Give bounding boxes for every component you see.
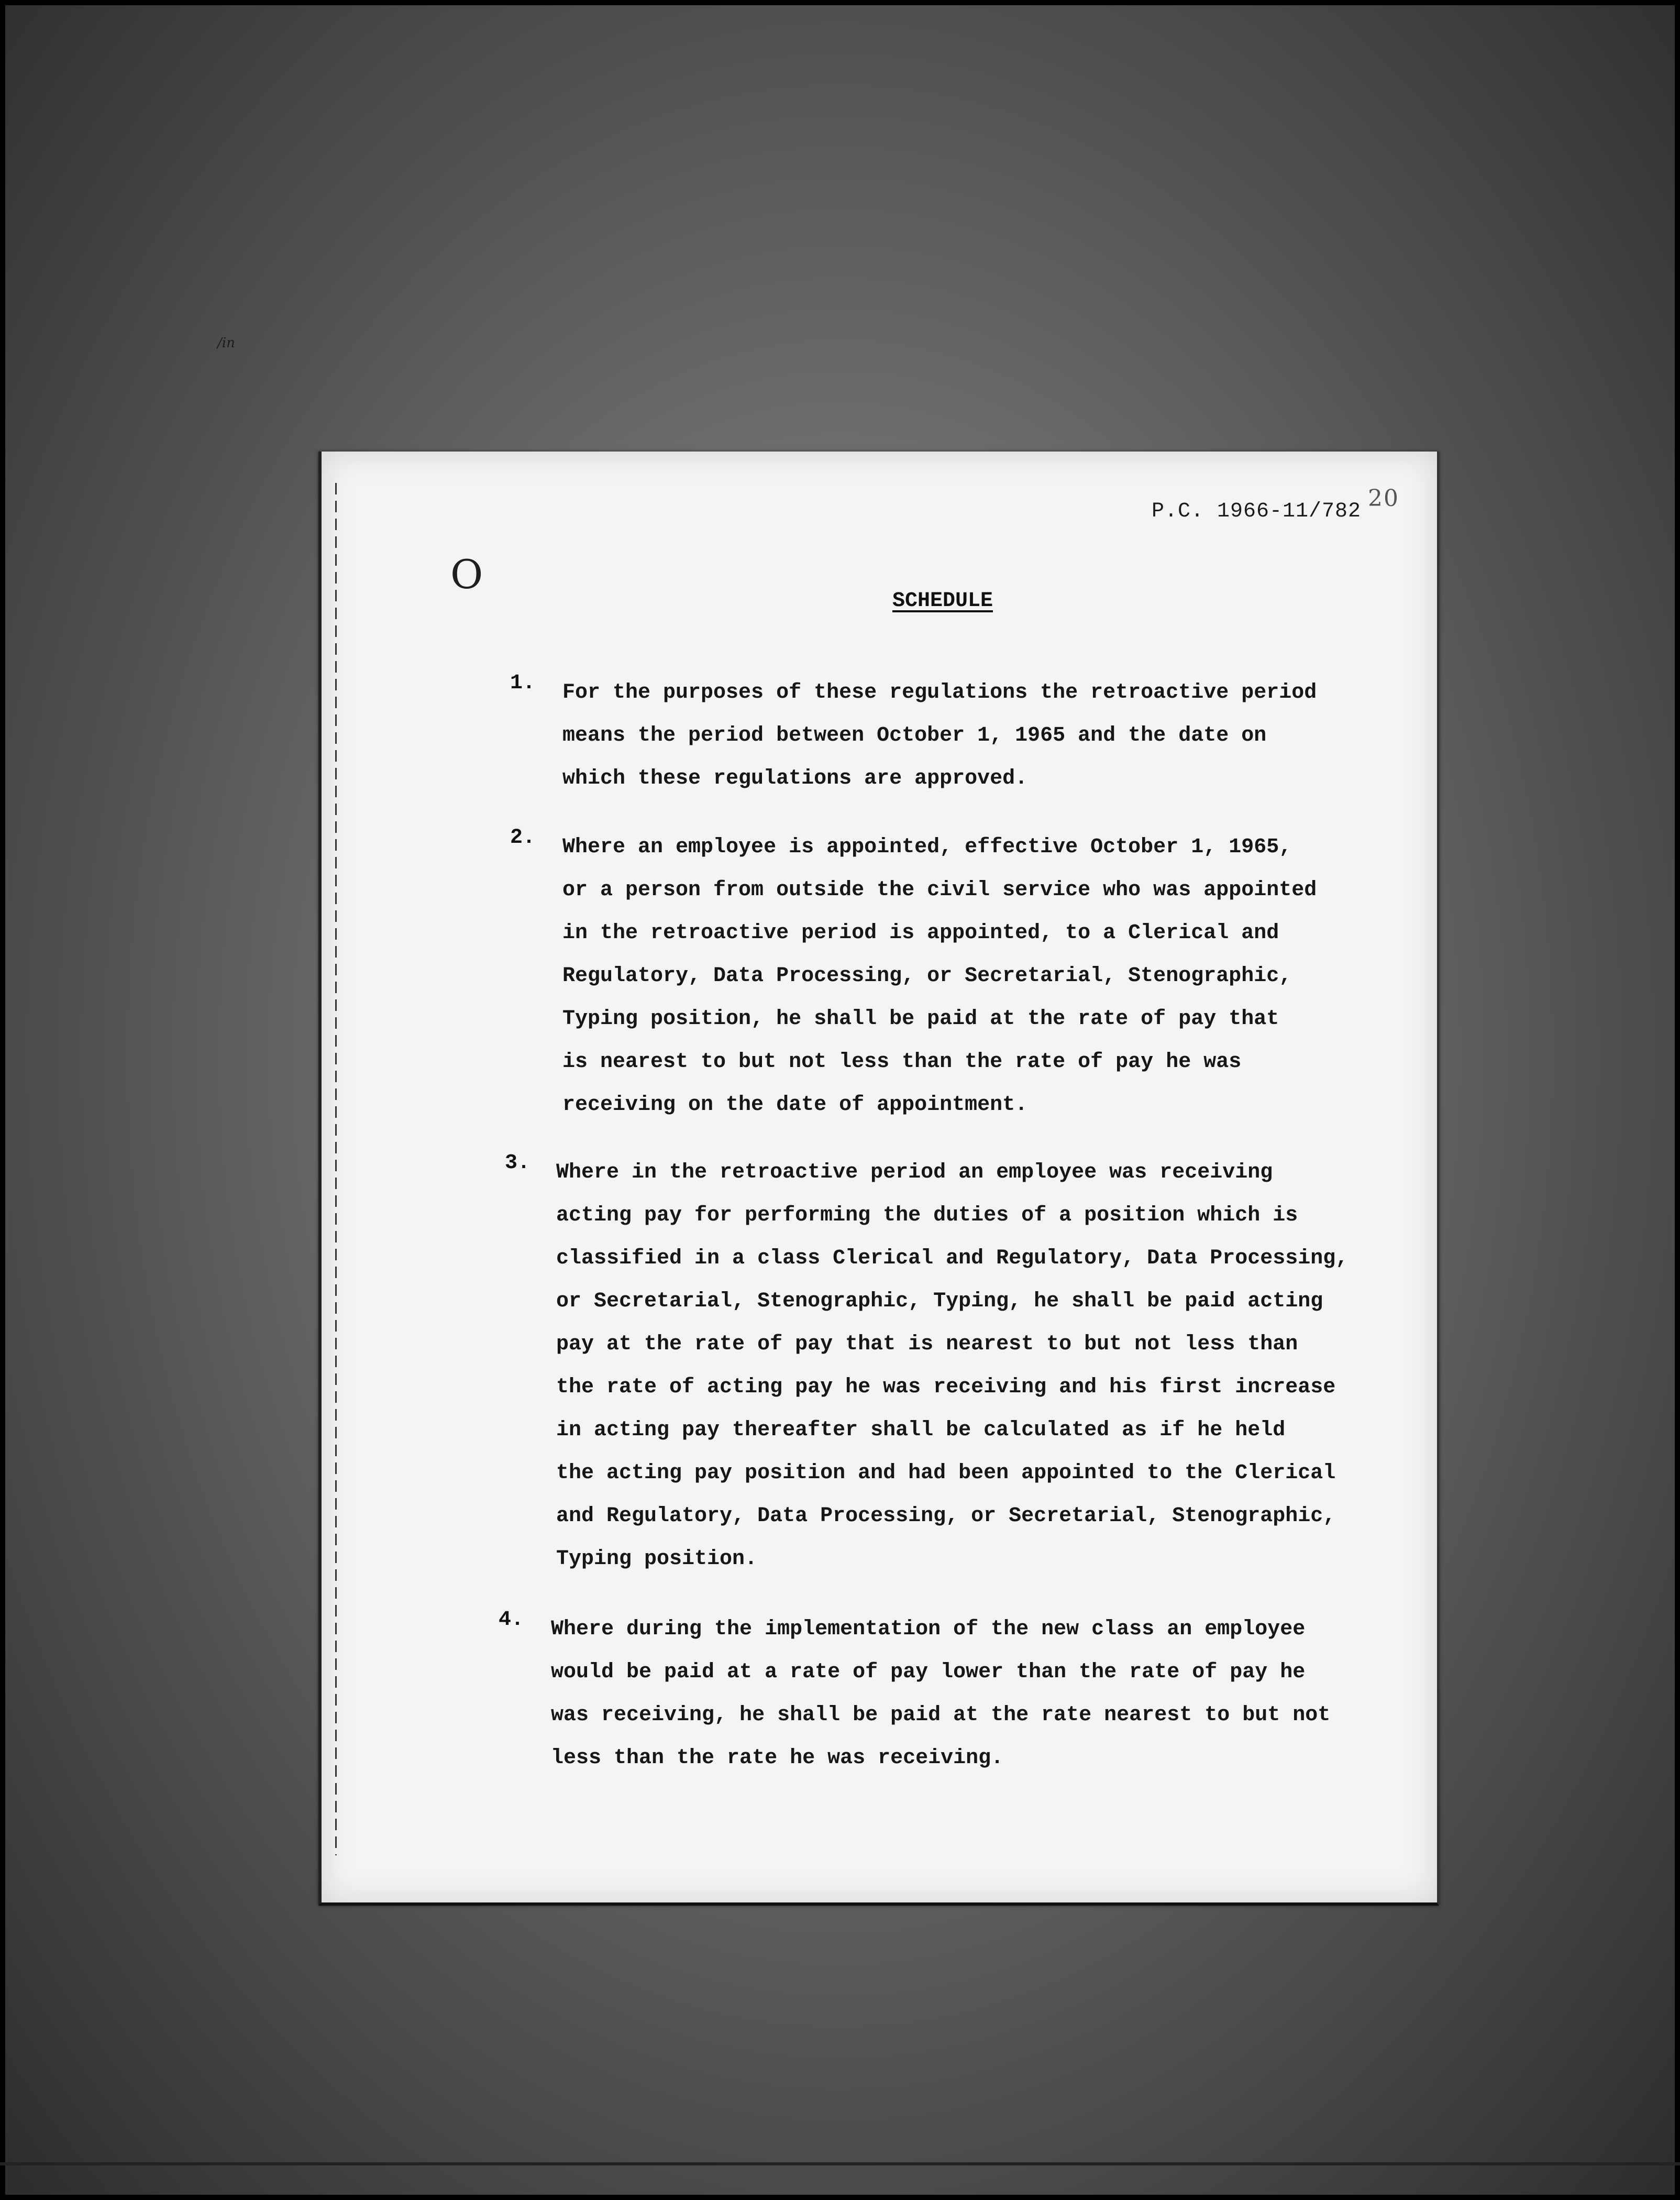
order-reference: P.C. 1966-11/782 [1152, 500, 1362, 523]
left-margin-rule [335, 483, 337, 1855]
document-page [318, 452, 1439, 1906]
clause-text: Where during the implementation of the new class an employee would be paid at a rate of pay lower than the rate of pay he was receiving, he shall be paid at the rate nearest to but not less than the rate he was receiving. [551, 1618, 1331, 1770]
page-number: 20 [1368, 485, 1399, 512]
clause-number: 3. [505, 1151, 530, 1175]
clause-number: 4. [499, 1608, 524, 1632]
clause-text: For the purposes of these regulations the retroactive period means the period between October 1, 1965 and the date on which these regulations are approved. [562, 681, 1317, 790]
film-margin-mark: /in [217, 335, 235, 351]
clause-number: 1. [510, 672, 536, 695]
clause-text: Where in the retroactive period an employee was receiving acting pay for performing the duties of a position which is classified in a class Clerical and Regulatory, Data Processing, or Secretarial, Stenographic, Typing, he shall be paid acting pay at the rate of pay that is nearest to but not less than the rate of acting pay he was receiving and his first increase in acting pay thereafter shall be calculated as if he held the acting pay position and had been appointed to the Clerical and Regulatory, Data Processing, or Secretarial, Stenographic, Typing position. [556, 1161, 1349, 1571]
document-title: SCHEDULE [892, 589, 993, 613]
clause-text: Where an employee is appointed, effective October 1, 1965, or a person from outside the civil service who was appointed in the retroactive period is appointed, to a Clerical and Regulatory, Data Processing, or Secretarial, Stenographic, Typing position, he shall be paid at the rate of pay that is nearest to but not less than the rate of pay he was receiving on the date of appointment. [562, 835, 1317, 1117]
clause-number: 2. [510, 826, 536, 850]
film-edge-line [0, 2162, 1680, 2165]
corner-mark: O [450, 551, 483, 598]
